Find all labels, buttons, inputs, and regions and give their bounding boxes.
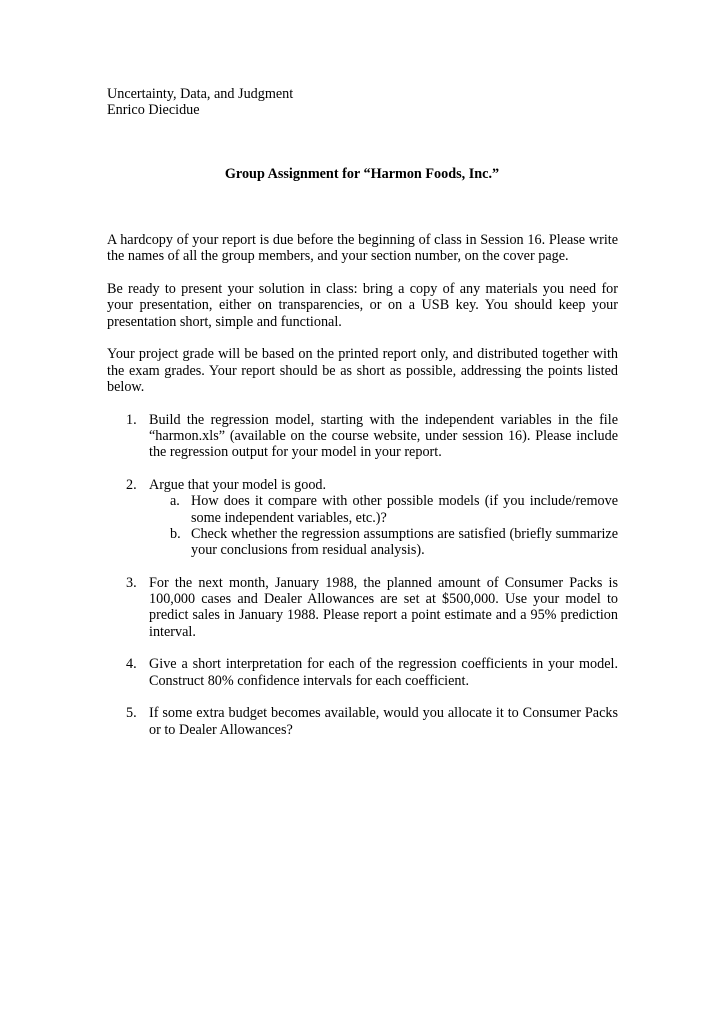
course-name: Uncertainty, Data, and Judgment bbox=[107, 86, 294, 102]
subtask-letter: b. bbox=[170, 525, 181, 542]
instructor-name: Enrico Diecidue bbox=[107, 102, 200, 119]
paragraph-presentation: Be ready to present your solution in class: bring a copy of any materials you need for your presentation, either on transparencies, or on a USB key. You should keep your presentation short, simple and functional. bbox=[107, 281, 618, 330]
task-text: Give a short interpretation for each of the regression coefficients in your model. Construct 80% confidence intervals for each coefficient. bbox=[149, 656, 618, 689]
paragraph-deadline: A hardcopy of your report is due before the beginning of class in Session 16. Please write the names of all the group members, and your section number, on the cover page. bbox=[107, 232, 618, 265]
subtask-item-b bbox=[149, 526, 618, 559]
subtask-text: How does it compare with other possible models (if you include/remove some independent variables, etc.)? bbox=[191, 493, 618, 526]
paragraph-grading: Your project grade will be based on the printed report only, and distributed together with the exam grades. Your report should be as short as possible, addressing the points listed below. bbox=[107, 346, 618, 396]
task-text: Build the regression model, starting with the independent variables in the file “harmon.xls” (available on the course website, under session 16). Please include the regression output for your model in your report. bbox=[149, 411, 618, 461]
document-header bbox=[107, 86, 617, 119]
subtask-list bbox=[149, 493, 618, 558]
task-number: 3. bbox=[126, 574, 137, 591]
task-number: 2. bbox=[126, 477, 137, 494]
task-text: For the next month, January 1988, the planned amount of Consumer Packs is 100,000 cases and Dealer Allowances are set at $500,000. Use your model to predict sales in January 1988. Please report a point estimate and a 95% prediction interval. bbox=[149, 574, 618, 640]
task-text: Argue that your model is good. bbox=[149, 477, 327, 494]
subtask-letter: a. bbox=[170, 493, 180, 510]
subtask-item-a bbox=[149, 493, 618, 526]
task-text: If some extra budget becomes available, would you allocate it to Consumer Packs or to Dealer Allowances? bbox=[149, 705, 618, 738]
task-item-2 bbox=[107, 477, 618, 558]
task-list bbox=[107, 412, 618, 738]
task-item-5 bbox=[107, 705, 618, 738]
task-number: 4. bbox=[126, 656, 137, 673]
subtask-text: Check whether the regression assumptions are satisfied (briefly summarize your conclusions from residual analysis). bbox=[191, 525, 618, 559]
task-item-4 bbox=[107, 656, 618, 689]
assignment-title: Group Assignment for “Harmon Foods, Inc.” bbox=[224, 166, 500, 182]
task-item-1 bbox=[107, 412, 618, 461]
document-body bbox=[107, 232, 618, 754]
task-item-3 bbox=[107, 575, 618, 640]
task-number: 5. bbox=[126, 705, 137, 722]
task-number: 1. bbox=[126, 411, 137, 428]
